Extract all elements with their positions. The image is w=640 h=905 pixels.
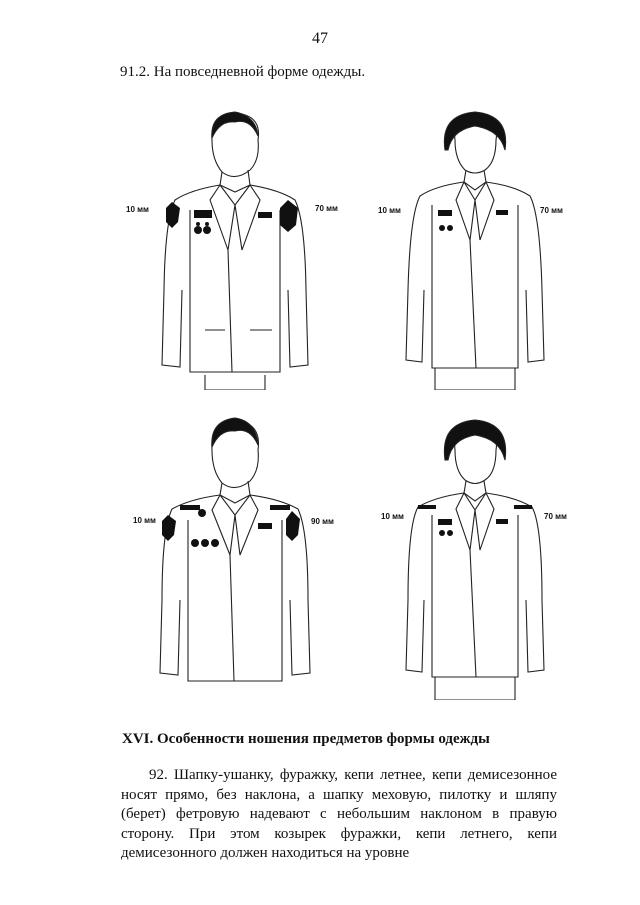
figure-4-right-label: 70 мм — [544, 512, 567, 521]
subheading: 91.2. На повседневной форме одежды. — [120, 64, 366, 80]
page-number: 47 — [312, 30, 328, 47]
section-title: XVI. Особенности ношения предметов формы одежды — [122, 731, 490, 747]
figure-3-right-label: 90 мм — [311, 517, 334, 526]
figure-4-left-label: 10 мм — [381, 512, 404, 521]
figure-male-uniform-bottom — [150, 415, 320, 700]
paragraph-text: 92. Шапку-ушанку, фуражку, кепи летнее, кепи демисезонное носят прямо, без наклона, а шапку меховую, пилотку и шляпу (берет) фетровую надевают с небольшим наклоном в правую сторону. При этом козырек фуражки, кепи летнего, кепи демисезонного должен находиться на уровне — [121, 767, 557, 861]
figure-1-right-label: 70 мм — [315, 204, 338, 213]
figure-3-left-label: 10 мм — [133, 516, 156, 525]
figure-female-uniform-bottom — [390, 415, 560, 700]
figure-2-left-label: 10 мм — [378, 206, 401, 215]
figure-1-left-label: 10 мм — [126, 205, 149, 214]
figure-2-right-label: 70 мм — [540, 206, 563, 215]
figure-female-uniform-top — [390, 110, 560, 390]
paragraph-92 — [121, 766, 557, 864]
figure-male-uniform-top — [150, 110, 320, 390]
